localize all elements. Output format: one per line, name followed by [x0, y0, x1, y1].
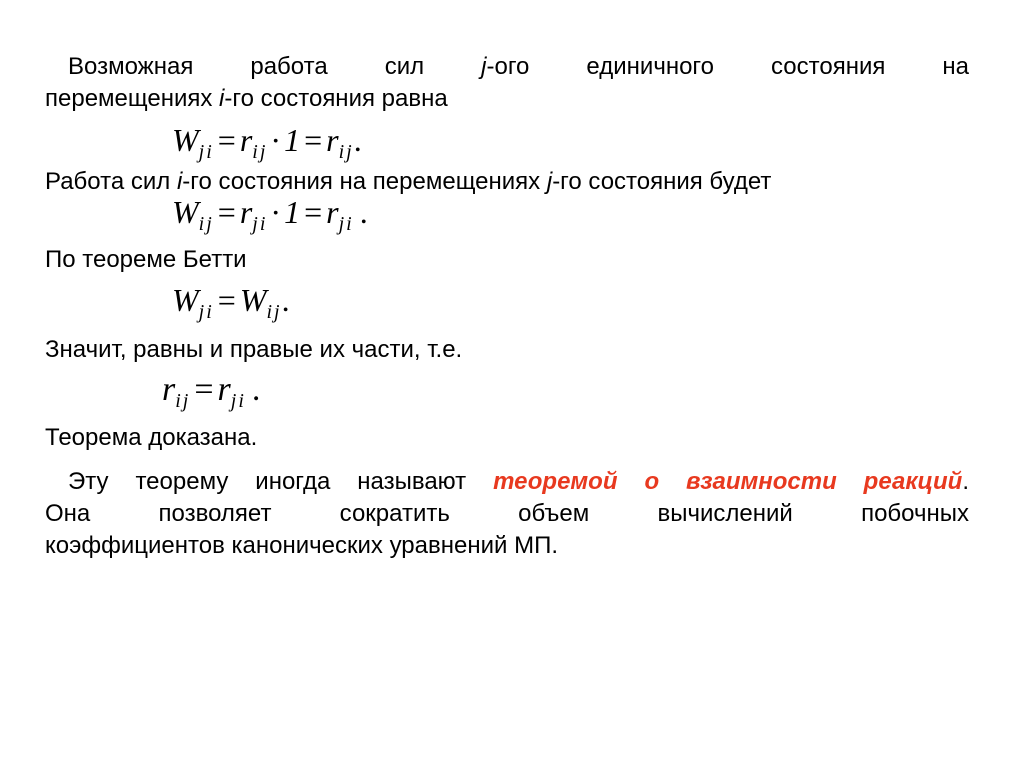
text-run: -го состояния будет — [552, 168, 772, 195]
formula-number: 1 — [284, 122, 301, 158]
formula-period: . — [251, 371, 261, 408]
formula-symbol: r — [239, 122, 253, 158]
formula-subscript: ij — [266, 301, 282, 323]
paragraph-virtual-work-intro — [45, 51, 969, 115]
formula-operator: = — [304, 122, 323, 158]
paragraph-right-parts-equal — [45, 334, 969, 366]
paragraph-betti-theorem — [45, 244, 969, 276]
highlighted-term: теоремой о взаимности реакций — [493, 468, 963, 495]
text-run: перемещениях — [45, 85, 220, 112]
paragraph-line — [45, 83, 969, 115]
text-run: . — [962, 468, 969, 495]
text-run: -го состояния равна — [224, 85, 448, 112]
formula-symbol: r — [326, 194, 339, 230]
text-run: Работа сил — [45, 168, 177, 195]
text-run: Теорема доказана. — [45, 424, 258, 451]
formula-symbol: r — [217, 371, 231, 408]
formula-subscript: ji — [338, 213, 354, 235]
text-run: По теореме Бетти — [45, 246, 247, 273]
paragraph-line: коэффициентов канонических уравнений МП. — [45, 532, 558, 559]
variable-i: i — [176, 168, 183, 195]
text-run: -го состояния на перемещениях — [182, 168, 547, 195]
formula-subscript: ij — [252, 141, 268, 163]
text-run: Эту теорему иногда называют — [68, 468, 494, 495]
formula-wji — [172, 120, 362, 163]
formula-symbol: r — [326, 122, 339, 158]
formula-subscript: ji — [198, 301, 214, 323]
formula-subscript: ij — [198, 213, 214, 235]
formula-symbol: W — [172, 282, 199, 318]
formula-period: . — [281, 282, 290, 318]
variable-j: j — [481, 53, 487, 80]
text-run: Значит, равны и правые их части, т.е. — [45, 336, 463, 363]
formula-subscript: ij — [175, 390, 191, 412]
formula-subscript: ji — [230, 390, 246, 412]
formula-symbol: W — [172, 122, 199, 158]
formula-operator: = — [304, 194, 323, 230]
formula-operator: · — [270, 122, 282, 158]
formula-operator: · — [270, 194, 282, 230]
formula-wij — [172, 192, 368, 235]
paragraph-line: Она позволяет сократить объем вычислений побочных — [45, 500, 969, 527]
formula-subscript: ji — [252, 213, 268, 235]
formula-operator: = — [217, 194, 236, 230]
paragraph-reciprocity-theorem — [45, 466, 969, 562]
formula-period: . — [353, 122, 362, 158]
formula-wji-eq-wij — [172, 280, 290, 323]
text-run: Возможная работа сил — [68, 53, 482, 80]
text-run: -ого единичного состояния на — [486, 53, 969, 80]
variable-i: i — [219, 85, 225, 112]
paragraph-theorem-proven — [45, 422, 969, 454]
formula-subscript: ji — [198, 141, 214, 163]
formula-number: 1 — [284, 194, 301, 230]
formula-symbol: W — [172, 194, 199, 230]
formula-period: . — [359, 194, 368, 230]
formula-rij-eq-rji — [162, 370, 260, 410]
formula-symbol: r — [162, 371, 176, 408]
formula-symbol: r — [239, 194, 253, 230]
paragraph-line — [45, 51, 969, 83]
formula-operator: = — [217, 122, 236, 158]
formula-operator: = — [217, 282, 236, 318]
variable-j: j — [546, 168, 553, 195]
formula-operator: = — [194, 371, 214, 408]
formula-symbol: W — [239, 282, 267, 318]
formula-subscript: ij — [338, 141, 354, 163]
paragraph-line — [45, 466, 969, 498]
